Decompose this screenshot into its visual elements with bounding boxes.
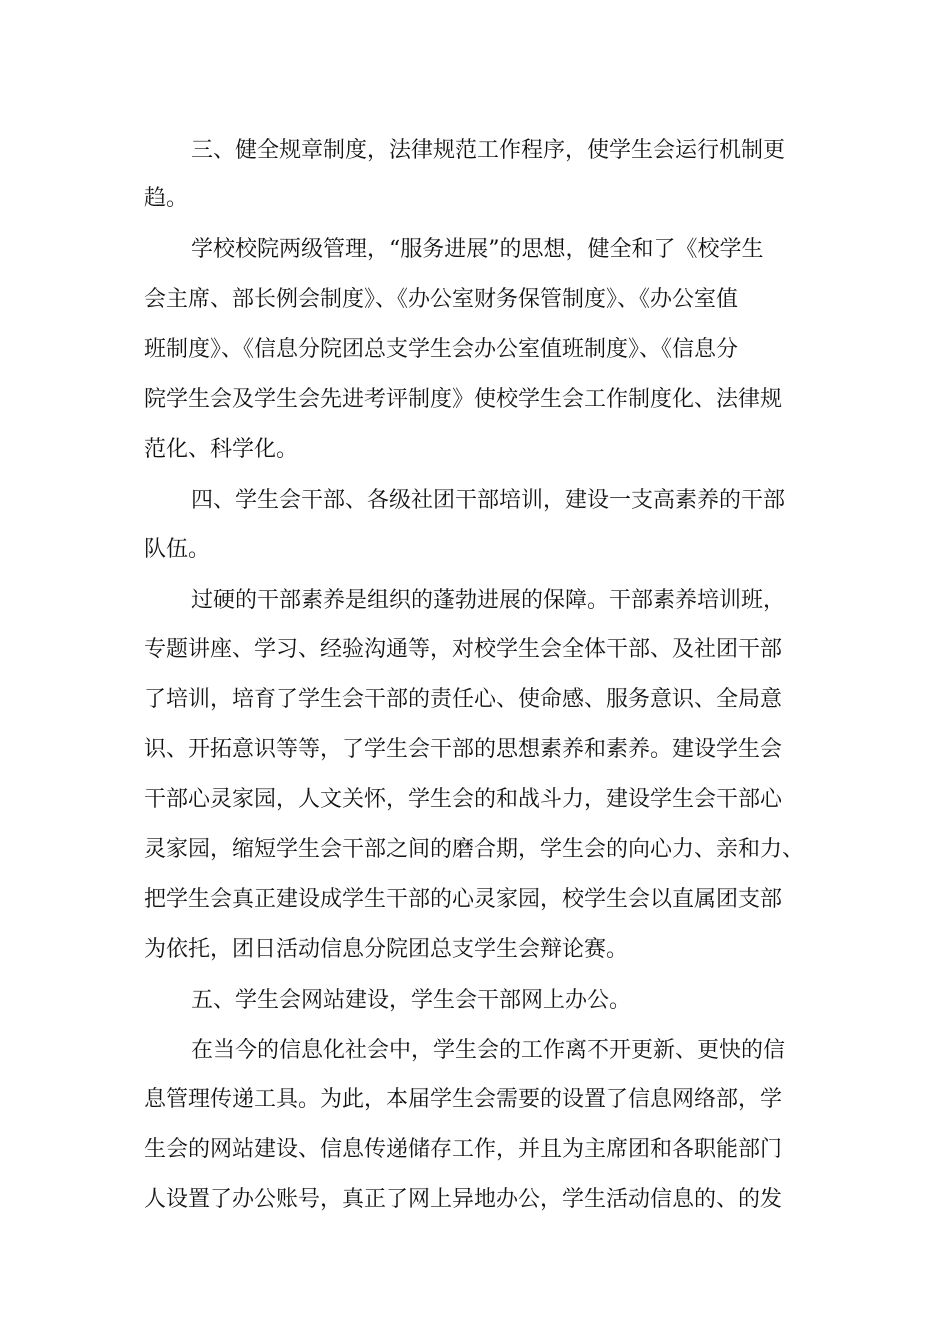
paragraph-2-line-8: 为依托，团日活动信息分院团总支学生会辩论赛。 xyxy=(144,937,629,962)
paragraph-1-line-1: 学校校院两级管理，“服务进展”的思想，健全和了《校学生 xyxy=(191,237,764,262)
paragraph-3-line-3: 生会的网站建设、信息传递储存工作，并且为主席团和各职能部门 xyxy=(144,1137,783,1162)
paragraph-1-line-5: 范化、科学化。 xyxy=(144,437,299,462)
paragraph-1-line-2: 会主席、部长例会制度》、《办公室财务保管制度》、《办公室值 xyxy=(144,287,739,312)
paragraph-3-line-4: 人设置了办公账号，真正了网上异地办公，学生活动信息的、的发 xyxy=(144,1187,783,1212)
paragraph-3-line-1: 在当今的信息化社会中，学生会的工作离不开更新、更快的信 xyxy=(191,1038,786,1063)
section-heading-4-line-2: 队伍。 xyxy=(144,537,211,562)
paragraph-2-line-5: 干部心灵家园，人文关怀，学生会的和战斗力，建设学生会干部心 xyxy=(144,787,783,812)
paragraph-2-line-7: 把学生会真正建设成学生干部的心灵家园，校学生会以直属团支部 xyxy=(144,887,783,912)
section-heading-3-line-1: 三、健全规章制度，法律规范工作程序，使学生会运行机制更 xyxy=(191,138,786,163)
paragraph-2-line-2: 专题讲座、学习、经验沟通等，对校学生会全体干部、及社团干部 xyxy=(144,637,783,662)
section-heading-4-line-1: 四、学生会干部、各级社团干部培训，建设一支高素养的干部 xyxy=(191,488,786,513)
section-heading-5-line-1: 五、学生会网站建设，学生会干部网上办公。 xyxy=(191,988,632,1013)
paragraph-1-line-4: 院学生会及学生会先进考评制度》使校学生会工作制度化、法律规 xyxy=(144,387,783,412)
paragraph-2-line-3: 了培训，培育了学生会干部的责任心、使命感、服务意识、全局意 xyxy=(144,687,783,712)
section-heading-3-line-2: 趋。 xyxy=(144,186,189,211)
paragraph-2-line-6: 灵家园，缩短学生会干部之间的磨合期，学生会的向心力、亲和力、 xyxy=(144,837,805,862)
paragraph-2-line-4: 识、开拓意识等等，了学生会干部的思想素养和素养。建设学生会 xyxy=(144,737,783,762)
paragraph-2-line-1: 过硬的干部素养是组织的蓬勃进展的保障。干部素养培训班， xyxy=(191,588,786,613)
paragraph-3-line-2: 息管理传递工具。为此，本届学生会需要的设置了信息网络部，学 xyxy=(144,1087,783,1112)
paragraph-1-line-3: 班制度》、《信息分院团总支学生会办公室值班制度》、《信息分 xyxy=(144,337,739,362)
